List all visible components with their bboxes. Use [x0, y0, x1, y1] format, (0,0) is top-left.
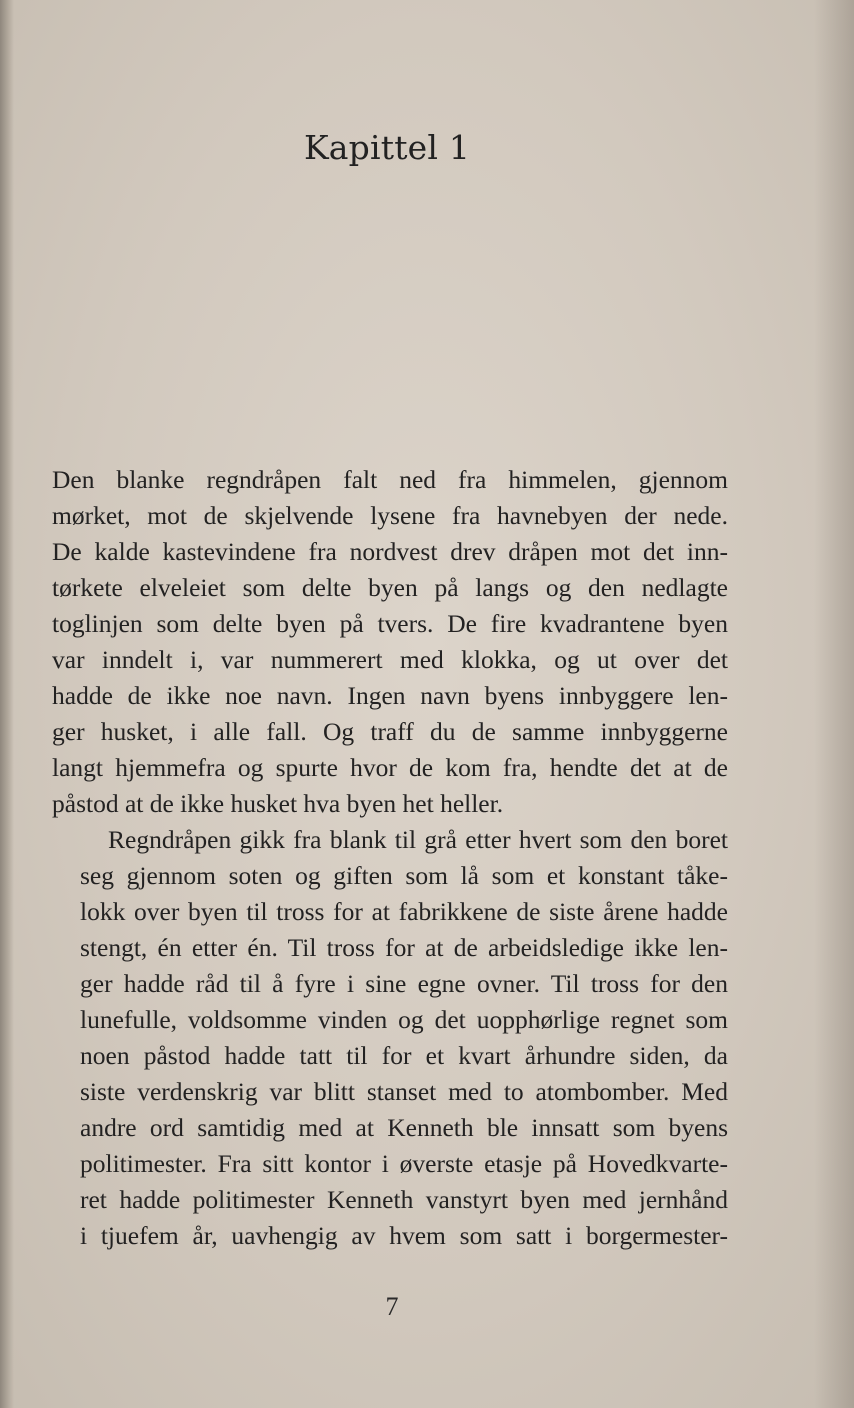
text-line: lunefulle, voldsomme vinden og det uopphørlige regnet som	[80, 1005, 728, 1034]
text-line: lokk over byen til tross for at fabrikkene de siste årene hadde	[80, 897, 728, 926]
text-line: andre ord samtidig med at Kenneth ble innsatt som byens	[80, 1113, 728, 1142]
text-line: hadde de ikke noe navn. Ingen navn byens innbyggere len-	[52, 681, 728, 710]
text-line: De kalde kastevindene fra nordvest drev dråpen mot det inn-	[52, 537, 728, 566]
page-number: 7	[385, 1292, 399, 1321]
text-line: siste verdenskrig var blitt stanset med to atombomber. Med	[80, 1077, 728, 1106]
text-line: toglinjen som delte byen på tvers. De fire kvadrantene byen	[52, 609, 728, 638]
text-line: tørkete elveleiet som delte byen på langs og den nedlagte	[52, 573, 728, 602]
paragraph-1	[52, 462, 728, 822]
text-line: noen påstod hadde tatt til for et kvart århundre siden, da	[80, 1041, 728, 1070]
paragraph-2	[52, 822, 728, 1254]
text-line: ret hadde politimester Kenneth vanstyrt byen med jernhånd	[80, 1185, 728, 1214]
text-line: seg gjennom soten og giften som lå som et konstant tåke-	[80, 861, 728, 890]
text-line: påstod at de ikke husket hva byen het heller.	[52, 789, 504, 818]
text-line: i tjuefem år, uavhengig av hvem som satt i borgermester-	[80, 1221, 728, 1250]
text-line: stengt, én etter én. Til tross for at de arbeidsledige ikke len-	[80, 933, 728, 962]
text-line: Den blanke regndråpen falt ned fra himmelen, gjennom	[52, 465, 728, 494]
text-line: var inndelt i, var nummerert med klokka, og ut over det	[52, 645, 728, 674]
text-line: ger husket, i alle fall. Og traff du de samme innbyggerne	[52, 717, 728, 746]
text-line: ger hadde råd til å fyre i sine egne ovner. Til tross for den	[80, 969, 728, 998]
text-line: langt hjemmefra og spurte hvor de kom fra, hendte det at de	[52, 753, 728, 782]
chapter-title: Kapittel 1	[303, 128, 471, 167]
text-line: mørket, mot de skjelvende lysene fra havnebyen der nede.	[52, 501, 728, 530]
chapter-body	[52, 462, 728, 1254]
text-line: Regndråpen gikk fra blank til grå etter hvert som den boret	[108, 825, 728, 854]
text-line: politimester. Fra sitt kontor i øverste etasje på Hovedkvarte-	[80, 1149, 728, 1178]
